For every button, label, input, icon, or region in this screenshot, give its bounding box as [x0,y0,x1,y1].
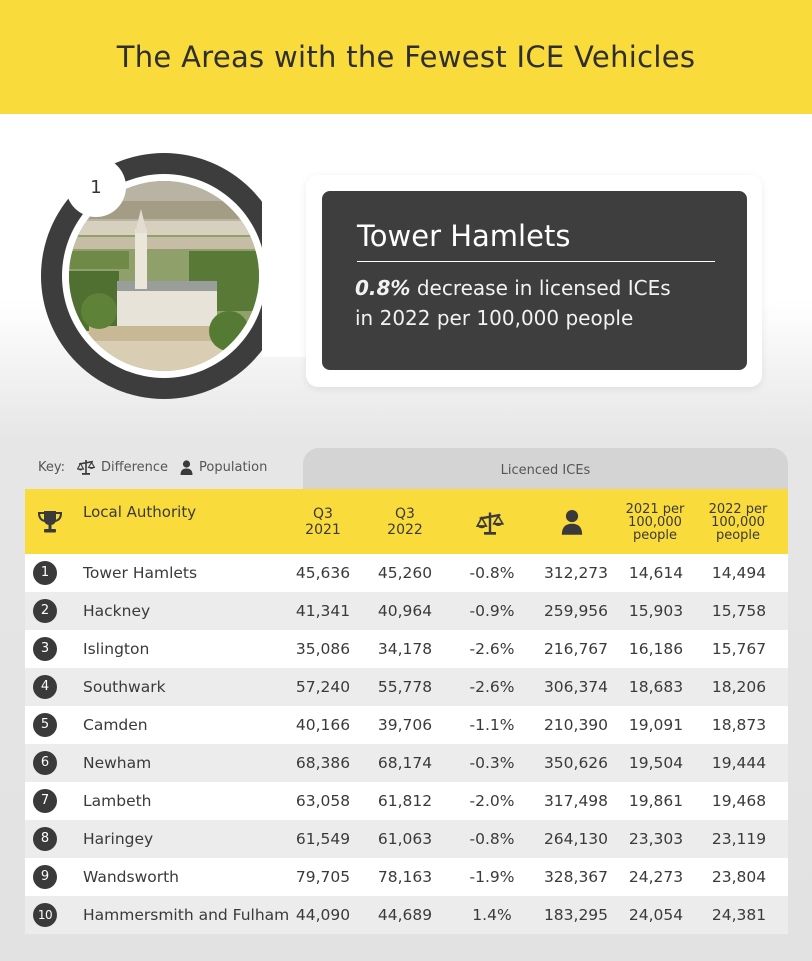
table-row [25,858,788,896]
q3-2021-cell: 63,058 [295,792,351,810]
page-title: The Areas with the Fewest ICE Vehicles [116,40,696,74]
rank-badge: 1 [33,561,57,585]
hero-card-inner [322,191,747,370]
table-row [25,630,788,668]
q3-2022-cell: 44,689 [377,906,433,924]
per-2021-cell: 18,683 [628,678,684,696]
q3-2022-header: Q3 2022 [387,506,423,538]
hero-rank-badge: 1 [66,157,126,217]
q3-2022-cell: 61,812 [377,792,433,810]
per-2022-header: 2022 per 100,000 people [708,502,768,543]
q3-2022-cell: 39,706 [377,716,433,734]
per-2022-cell: 15,767 [711,640,767,658]
population-cell: 317,498 [543,792,609,810]
table-row [25,554,788,592]
per-2021-cell: 23,303 [628,830,684,848]
title-banner [0,0,812,114]
authority-name-cell: Haringey [83,830,154,848]
authority-name-cell: Hackney [83,602,151,620]
q3-2022-cell: 55,778 [377,678,433,696]
rank-badge: 5 [33,713,57,737]
population-cell: 210,390 [543,716,609,734]
per-2021-cell: 19,091 [628,716,684,734]
difference-cell: -0.9% [469,602,515,620]
per-2021-cell: 24,273 [628,868,684,886]
table-row [25,706,788,744]
rank-badge: 8 [33,827,57,851]
table-row [25,744,788,782]
hero-area-name: Tower Hamlets [357,219,571,253]
per-2022-cell: 19,468 [711,792,767,810]
difference-cell: -0.8% [469,564,515,582]
q3-2021-header: Q3 2021 [305,506,341,538]
q3-2021-cell: 41,341 [295,602,351,620]
rank-badge: 4 [33,675,57,699]
per-2021-cell: 19,504 [628,754,684,772]
authority-name-cell: Lambeth [83,792,152,810]
q3-2021-cell: 79,705 [295,868,351,886]
rank-badge: 6 [33,751,57,775]
difference-cell: -2.6% [469,678,515,696]
authority-name-cell: Camden [83,716,148,734]
scales-icon [77,459,95,475]
population-cell: 350,626 [543,754,609,772]
key-legend [38,458,267,476]
q3-2021-cell: 40,166 [295,716,351,734]
per-2021-cell: 15,903 [628,602,684,620]
key-population-label: Population [199,459,268,475]
per-2021-cell: 19,861 [628,792,684,810]
q3-2022-cell: 61,063 [377,830,433,848]
key-difference-label: Difference [101,459,169,475]
population-cell: 264,130 [543,830,609,848]
per-2021-cell: 24,054 [628,906,684,924]
q3-2022-cell: 78,163 [377,868,433,886]
per-2022-cell: 23,119 [711,830,767,848]
person-icon [180,460,193,475]
rank-badge: 10 [33,903,57,927]
hero-desc-line1: decrease in licensed ICEs [410,276,671,300]
q3-2022-cell: 45,260 [377,564,433,582]
key-label: Key: [38,459,66,475]
per-2022-cell: 19,444 [711,754,767,772]
difference-cell: 1.4% [472,906,512,924]
table-row [25,592,788,630]
authority-name-cell: Newham [83,754,152,772]
rank-badge: 3 [33,637,57,661]
difference-cell: -0.3% [469,754,515,772]
per-2022-cell: 15,758 [711,602,767,620]
q3-2022-cell: 68,174 [377,754,433,772]
per-2022-cell: 18,206 [711,678,767,696]
per-2022-cell: 18,873 [711,716,767,734]
q3-2021-cell: 68,386 [295,754,351,772]
authority-name-cell: Hammersmith and Fulham [83,906,290,924]
table-row [25,896,788,934]
q3-2021-cell: 45,636 [295,564,351,582]
q3-2021-cell: 61,549 [295,830,351,848]
difference-scales-icon [474,511,506,539]
q3-2021-cell: 57,240 [295,678,351,696]
table-row [25,668,788,706]
hero-stat: 0.8% [355,276,411,300]
population-cell: 306,374 [543,678,609,696]
difference-cell: -1.9% [469,868,515,886]
authority-name-cell: Wandsworth [83,868,180,886]
table-row [25,782,788,820]
licenced-ices-label: Licenced ICEs [500,462,591,478]
rank-badge: 9 [33,865,57,889]
table-header [25,489,788,554]
hero-divider [357,261,715,262]
population-cell: 328,367 [543,868,609,886]
authority-name-cell: Islington [83,640,150,658]
q3-2021-cell: 44,090 [295,906,351,924]
table-body [25,554,788,934]
population-person-icon [561,509,583,539]
hero-description [355,273,725,333]
difference-cell: -2.0% [469,792,515,810]
per-2022-cell: 14,494 [711,564,767,582]
population-cell: 183,295 [543,906,609,924]
per-2022-cell: 24,381 [711,906,767,924]
difference-cell: -1.1% [469,716,515,734]
licenced-ices-header [303,448,788,492]
difference-cell: -0.8% [469,830,515,848]
per-2021-header: 2021 per 100,000 people [625,502,685,543]
population-cell: 312,273 [543,564,609,582]
authority-name-cell: Tower Hamlets [83,564,198,582]
rank-badge: 7 [33,789,57,813]
table-row [25,820,788,858]
population-cell: 259,956 [543,602,609,620]
population-cell: 216,767 [543,640,609,658]
trophy-icon [37,510,63,538]
difference-cell: -2.6% [469,640,515,658]
per-2022-cell: 23,804 [711,868,767,886]
q3-2022-cell: 40,964 [377,602,433,620]
hero-desc-line2: in 2022 per 100,000 people [355,306,634,330]
q3-2021-cell: 35,086 [295,640,351,658]
per-2021-cell: 16,186 [628,640,684,658]
q3-2022-cell: 34,178 [377,640,433,658]
rank-badge: 2 [33,599,57,623]
local-authority-header: Local Authority [83,503,197,521]
authority-name-cell: Southwark [83,678,166,696]
per-2021-cell: 14,614 [628,564,684,582]
